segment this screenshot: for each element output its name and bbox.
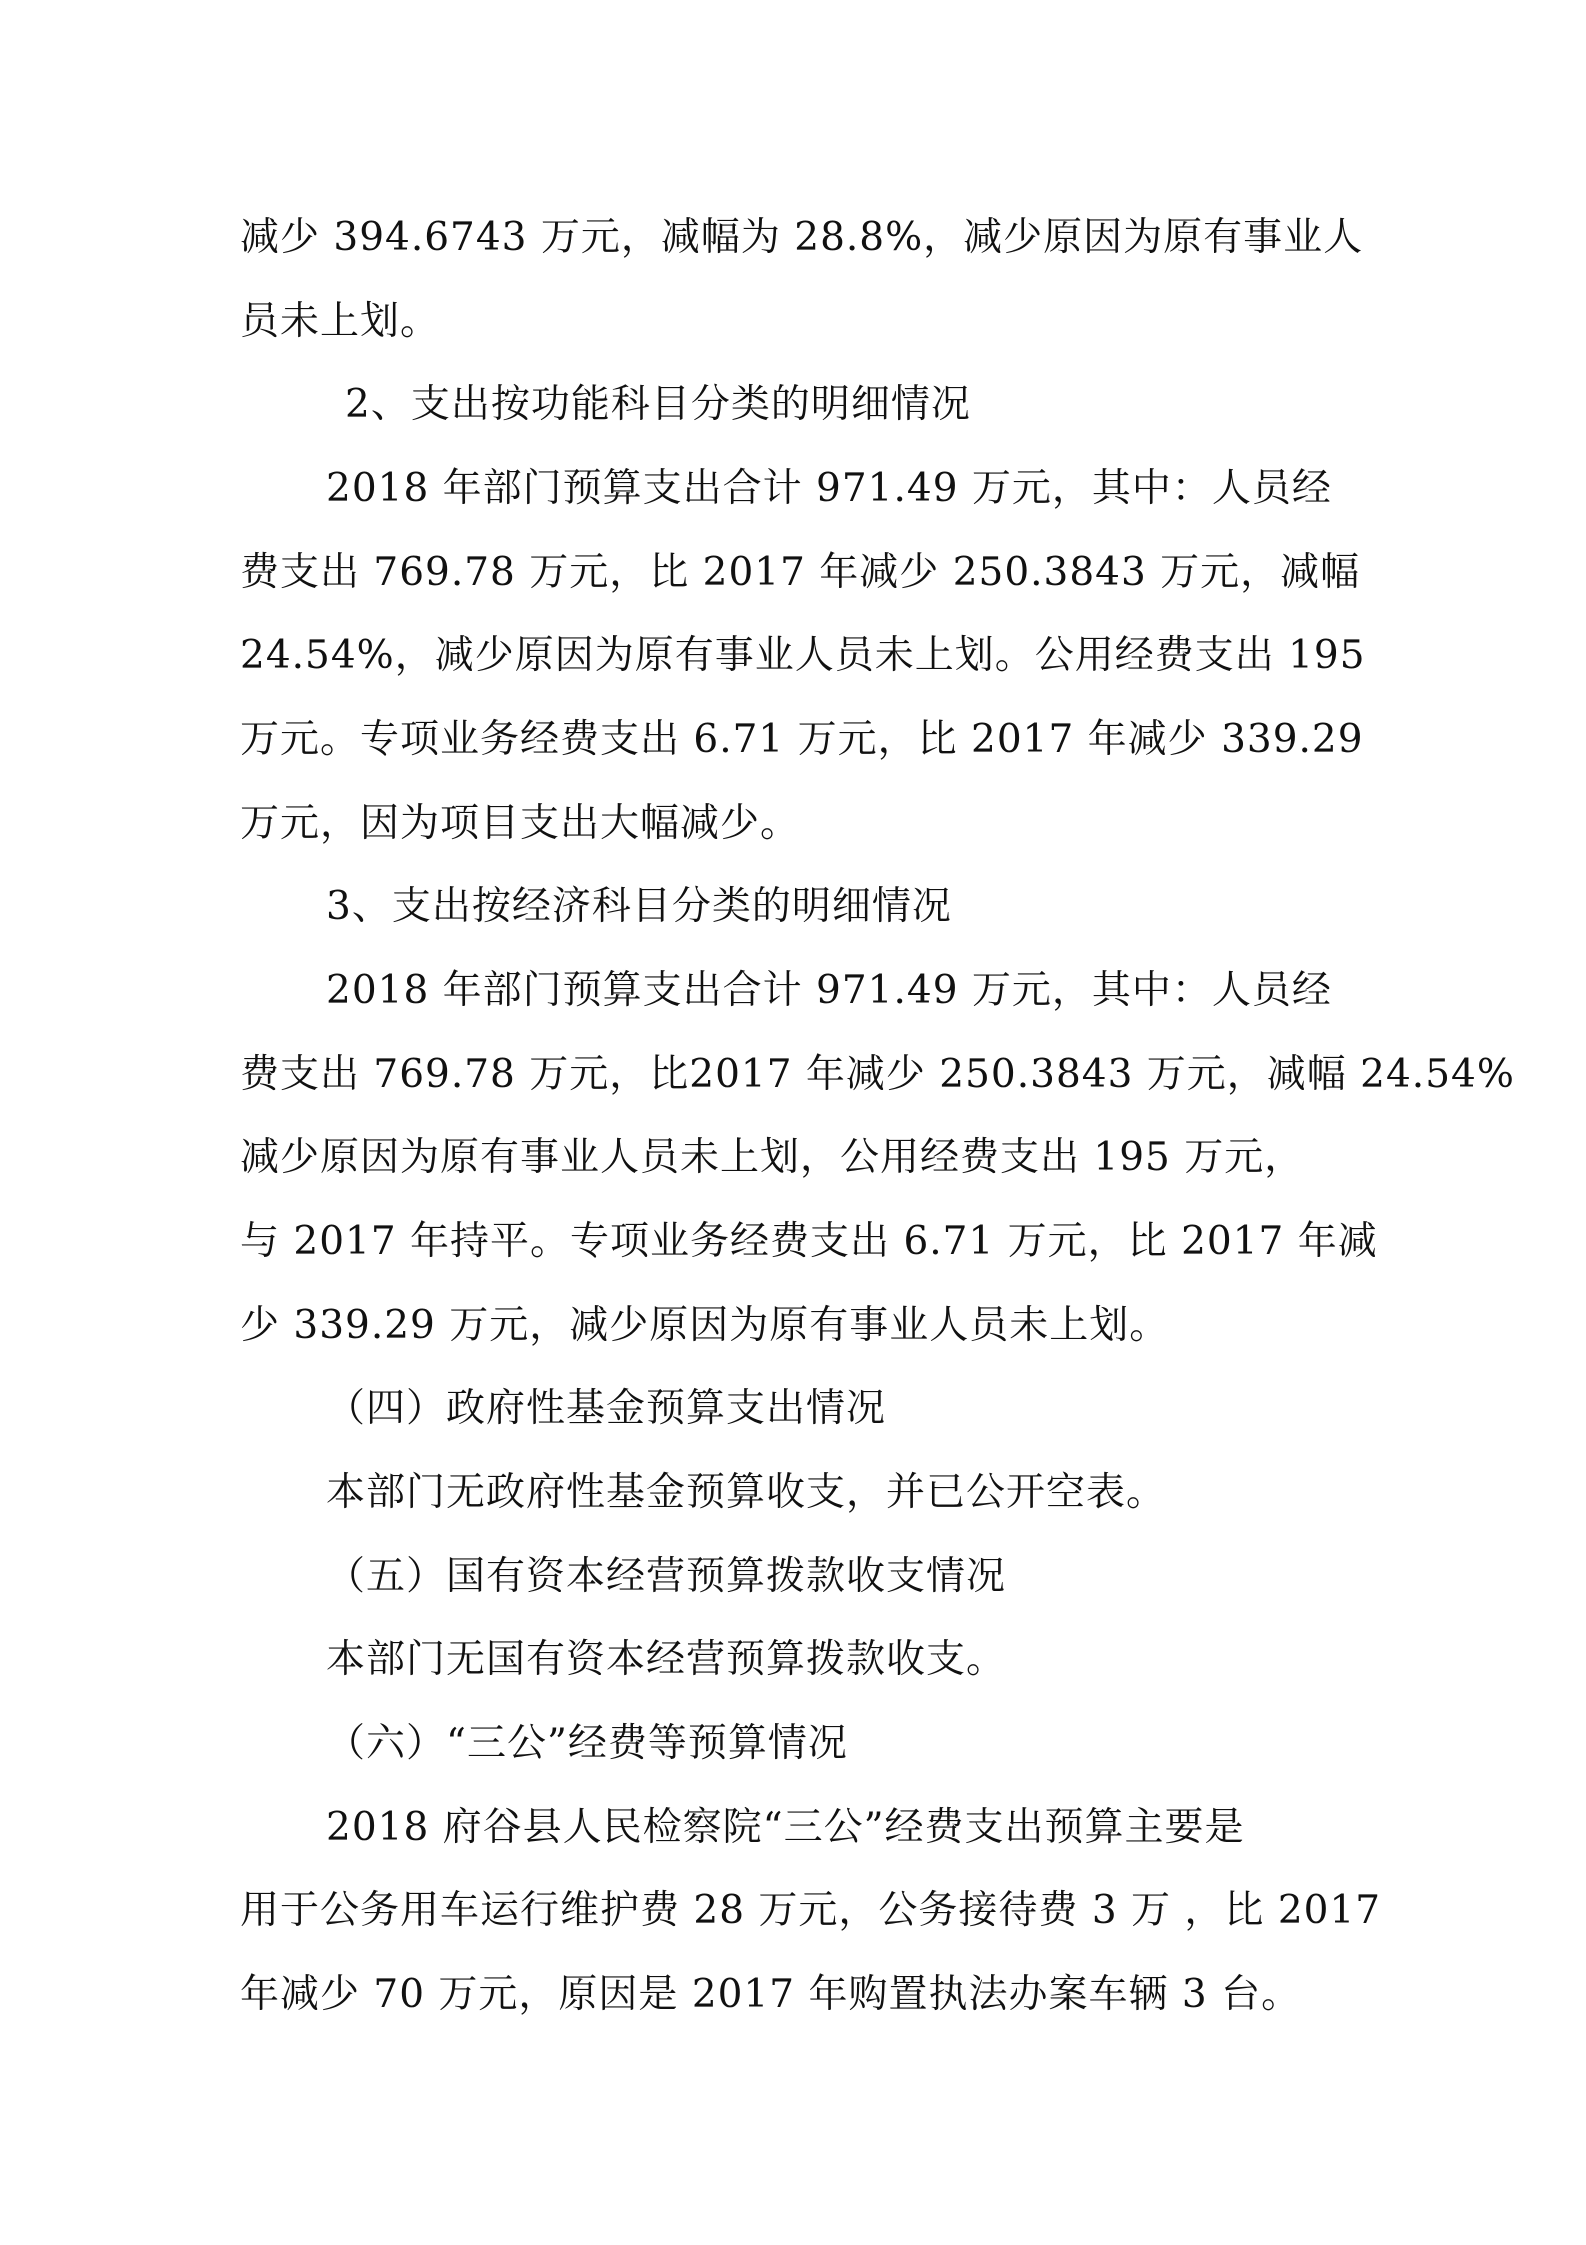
paragraph-line: 费支出 769.78 万元，比 2017 年减少 250.3843 万元，减幅 <box>240 550 1361 595</box>
paragraph-line: 与 2017 年持平。专项业务经费支出 6.71 万元，比 2017 年减 <box>240 1219 1378 1264</box>
paragraph-line: 2018 年部门预算支出合计 971.49 万元，其中：人员经 <box>326 466 1332 511</box>
paragraph-line: 减少原因为原有事业人员未上划，公用经费支出 195 万元， <box>240 1135 1305 1180</box>
paragraph-line: 员未上划。 <box>240 299 441 344</box>
paragraph-line: 年减少 70 万元，原因是 2017 年购置执法办案车辆 3 台。 <box>240 1972 1302 2017</box>
section-heading-functional: 2、支出按功能科目分类的明细情况 <box>345 382 971 427</box>
paragraph-line: 万元。专项业务经费支出 6.71 万元，比 2017 年减少 339.29 <box>240 717 1364 762</box>
paragraph-line: 用于公务用车运行维护费 28 万元，公务接待费 3 万 ，比 2017 <box>240 1888 1382 1933</box>
paragraph-line: 少 339.29 万元，减少原因为原有事业人员未上划。 <box>240 1303 1170 1348</box>
section-heading-economic: 3、支出按经济科目分类的明细情况 <box>326 884 952 929</box>
paragraph-line: 本部门无政府性基金预算收支，并已公开空表。 <box>326 1470 1167 1515</box>
paragraph-line: 费支出 769.78 万元，比2017 年减少 250.3843 万元，减幅 24.54% <box>240 1052 1515 1097</box>
section-heading-state-capital: （五）国有资本经营预算拨款收支情况 <box>326 1554 1007 1599</box>
paragraph-line: 本部门无国有资本经营预算拨款收支。 <box>326 1637 1007 1682</box>
paragraph-line: 2018 府谷县人民检察院“三公”经费支出预算主要是 <box>326 1805 1245 1850</box>
paragraph-line: 减少 394.6743 万元，减幅为 28.8%，减少原因为原有事业人 <box>240 215 1364 260</box>
paragraph-line: 24.54%，减少原因为原有事业人员未上划。公用经费支出 195 <box>240 633 1366 678</box>
section-heading-three-public: （六）“三公”经费等预算情况 <box>326 1721 848 1766</box>
section-heading-fund: （四）政府性基金预算支出情况 <box>326 1386 887 1431</box>
paragraph-line: 万元，因为项目支出大幅减少。 <box>240 801 801 846</box>
paragraph-line: 2018 年部门预算支出合计 971.49 万元，其中：人员经 <box>326 968 1332 1013</box>
